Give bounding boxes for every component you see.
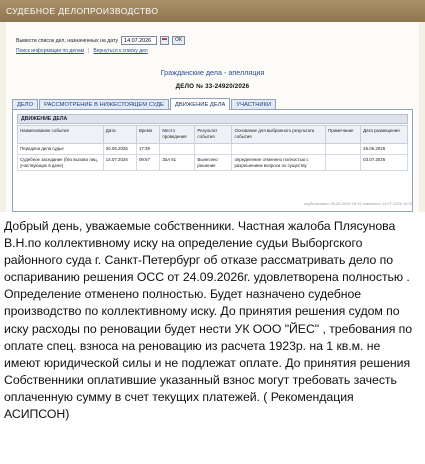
table-header-row (18, 126, 408, 144)
table-cell: 09:57 (136, 155, 159, 171)
section-title: ДВИЖЕНИЕ ДЕЛА (17, 114, 408, 124)
case-tabs (12, 98, 413, 110)
table-cell (326, 155, 361, 171)
case-category: Гражданские дела - апелляция (160, 68, 265, 77)
table-cell: 17:39 (136, 144, 159, 155)
date-input[interactable] (121, 36, 157, 45)
table-cell (232, 144, 326, 155)
calendar-icon[interactable] (160, 36, 169, 45)
table-cell (160, 144, 195, 155)
tab-case[interactable]: ДЕЛО (12, 99, 38, 109)
table-cell: Зал 61 (160, 155, 195, 171)
table-cell: Вынесено решение (195, 155, 232, 171)
tab-participants[interactable]: УЧАСТНИКИ (231, 99, 276, 109)
column-header: Основание для выбранного результата события (232, 126, 326, 144)
column-header: Дата (103, 126, 136, 144)
column-header: Примечание (326, 126, 361, 144)
column-header: Результат события (195, 126, 232, 144)
tab-lower-court[interactable]: РАССМОТРЕНИЕ В НИЖЕСТОЯЩЕМ СУДЕ (39, 99, 169, 109)
table-row (18, 144, 408, 155)
case-movement-panel (12, 110, 413, 212)
message-body (0, 212, 425, 464)
title-bar: СУДЕБНОЕ ДЕЛОПРОИЗВОДСТВО (0, 0, 425, 22)
table-cell (326, 144, 361, 155)
table-cell (195, 144, 232, 155)
table-cell: 03.07.2026 (361, 155, 408, 171)
court-website-screenshot (0, 0, 425, 212)
case-number: ДЕЛО № 33-24920/2026 (175, 83, 250, 90)
date-filter (16, 36, 185, 45)
case-page (6, 22, 419, 212)
column-header: Место проведения (160, 126, 195, 144)
table-cell: Судебное заседание (без вызова лиц, участвующих в деле) (18, 155, 104, 171)
message-text: Добрый день, уважаемые собственники. Частная жалоба Плясунова В.Н.по коллективному иску на определение судьи Выборгского районного суда г. Санкт-Петербург об отказе рассматривать дело по оспариванию решения ОСС от 24.09.2026г. удовлетворена полностью . Определение отменено полностью. Будет назначено судебное производство по коллективному иску. До принятия решения судом по иску расходы по реновации будет нести УК ООО "ЙЕС" , требования по оплате спец. взноса на реновацию из расчета 1923р. на 1 кв.м. не имеют юридической силы и не подлежат оплате. До принятия решения Собственники оплатившие указанный взнос могут требовать зачесть оплаченную сумму в счет текущих платежей. ( Рекомендация АСИПСОН) (4, 219, 413, 422)
column-header: Наименование события (18, 126, 104, 144)
return-list-link[interactable]: Вернуться к списку дел (93, 48, 148, 54)
ok-button[interactable]: ОК (172, 36, 185, 45)
table-cell: определение отменено полностью с разрешением вопроса по существу (232, 155, 326, 171)
publish-info: опубликовано 25.06.2026 19:32 изменено 14.07.2026 10:37 (303, 201, 413, 206)
search-info-link[interactable]: Поиск информации по делам (16, 48, 85, 54)
table-cell: Передача дела судье (18, 144, 104, 155)
column-header: Дата размещения (361, 126, 408, 144)
link-separator: | (88, 48, 90, 54)
column-header: Время (136, 126, 159, 144)
date-filter-label: Вывести список дел, назначенных на дату (16, 37, 119, 44)
table-cell: 14.07.2026 (103, 155, 136, 171)
movement-table (17, 125, 408, 171)
nav-links (16, 48, 148, 54)
table-cell: 26.06.2026 (103, 144, 136, 155)
table-row (18, 155, 408, 171)
table-cell: 26.06.2026 (361, 144, 408, 155)
tab-case-movement[interactable]: ДВИЖЕНИЕ ДЕЛА (170, 98, 230, 110)
